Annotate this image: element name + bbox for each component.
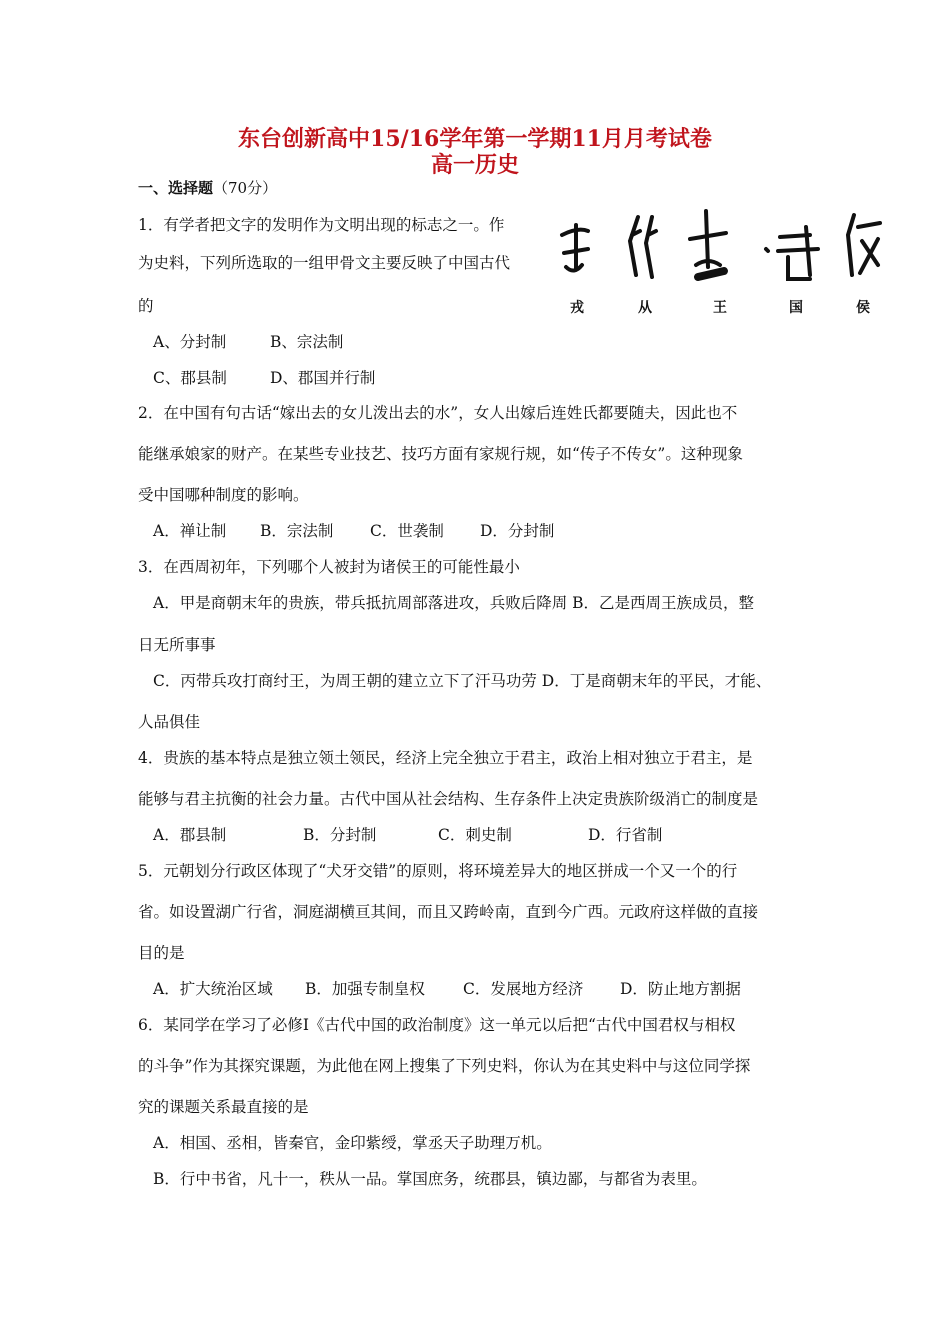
q3-line-1: 3．在西周初年，下列哪个人被封为诸侯王的可能性最小 bbox=[138, 558, 520, 576]
q2-option-d: D．分封制 bbox=[480, 522, 555, 540]
section-points: （70分） bbox=[213, 179, 278, 197]
oracle-bone-figure bbox=[548, 205, 888, 325]
q2-line-3: 受中国哪种制度的影响。 bbox=[138, 486, 309, 504]
subject-title: 高一历史 bbox=[430, 152, 519, 178]
section-heading bbox=[138, 178, 277, 198]
oracle-glyph-rong bbox=[562, 225, 588, 271]
q2-option-a: A．禅让制 bbox=[153, 522, 227, 540]
q1-line-3: 的 bbox=[138, 297, 154, 315]
oracle-caption-2: 从 bbox=[638, 300, 652, 316]
oracle-glyph-wang bbox=[690, 211, 726, 277]
q5-option-d: D．防止地方割据 bbox=[620, 980, 741, 998]
q6-line-1: 6．某同学在学习了必修Ⅰ《古代中国的政治制度》这一单元以后把“古代中国君权与相权 bbox=[138, 1016, 736, 1034]
q6-line-2: 的斗争”作为其探究课题，为此他在网上搜集了下列史料，你认为在其史料中与这位同学探 bbox=[138, 1057, 751, 1075]
oracle-bone-glyphs bbox=[548, 205, 888, 295]
q2-line-1: 2．在中国有句古话“嫁出去的女儿泼出去的水”，女人出嫁后连姓氏都要随夫，因此也不 bbox=[138, 404, 738, 422]
q4-option-a: A．郡县制 bbox=[153, 826, 227, 844]
q1-option-c: C、郡县制 bbox=[153, 369, 227, 387]
q1-line-2: 为史料，下列所选取的一组甲骨文主要反映了中国古代 bbox=[138, 254, 511, 272]
q4-option-d: D．行省制 bbox=[588, 826, 663, 844]
oracle-caption-4: 国 bbox=[789, 300, 803, 316]
q5-option-c: C．发展地方经济 bbox=[463, 980, 584, 998]
q1-option-b: B、宗法制 bbox=[270, 333, 344, 351]
q5-line-1: 5．元朝划分行政区体现了“犬牙交错”的原则，将环境差异大的地区拼成一个又一个的行 bbox=[138, 862, 738, 880]
q5-line-3: 目的是 bbox=[138, 944, 185, 962]
q2-option-c: C．世袭制 bbox=[370, 522, 444, 540]
q4-option-b: B．分封制 bbox=[303, 826, 377, 844]
q1-line-1: 1．有学者把文字的发明作为文明出现的标志之一。作 bbox=[138, 216, 505, 234]
exam-title: 东台创新高中15/16学年第一学期11月月考试卷 bbox=[238, 126, 712, 152]
q1-option-a: A、分封制 bbox=[153, 333, 227, 351]
q3-options-line-2: 日无所事事 bbox=[138, 636, 216, 654]
q1-option-d: D、郡国并行制 bbox=[270, 369, 376, 387]
q5-option-a: A．扩大统治区域 bbox=[153, 980, 273, 998]
q3-options-line-4: 人品俱佳 bbox=[138, 713, 201, 731]
q6-line-3: 究的课题关系最直接的是 bbox=[138, 1098, 309, 1116]
oracle-caption-5: 侯 bbox=[856, 300, 870, 316]
q3-options-line-3: C．丙带兵攻打商纣王，为周王朝的建立立下了汗马功劳 D．丁是商朝末年的平民，才能、 bbox=[153, 672, 772, 690]
q4-line-2: 能够与君主抗衡的社会力量。古代中国从社会结构、生存条件上决定贵族阶级消亡的制度是 bbox=[138, 790, 759, 808]
q6-option-a: A．相国、丞相，皆秦官，金印紫绶，掌丞天子助理万机。 bbox=[153, 1134, 552, 1152]
q6-option-b: B．行中书省，凡十一，秩从一品。掌国庶务，统郡县，镇边鄙，与都省为表里。 bbox=[153, 1170, 707, 1188]
q4-line-1: 4．贵族的基本特点是独立领土领民，经济上完全独立于君主，政治上相对独立于君主，是 bbox=[138, 749, 753, 767]
oracle-glyph-hou bbox=[848, 215, 880, 275]
q5-option-b: B．加强专制皇权 bbox=[305, 980, 425, 998]
q2-line-2: 能继承娘家的财产。在某些专业技艺、技巧方面有家规行规，如“传子不传女”。这种现象 bbox=[138, 445, 743, 463]
oracle-glyph-cong bbox=[630, 217, 656, 277]
q5-line-2: 省。如设置湖广行省，洞庭湖横亘其间，而且又跨岭南，直到今广西。元政府这样做的直接 bbox=[138, 903, 759, 921]
oracle-caption-1: 戎 bbox=[570, 300, 584, 316]
q3-options-line-1: A．甲是商朝末年的贵族，带兵抵抗周部落进攻，兵败后降周 B．乙是西周王族成员，整 bbox=[153, 594, 755, 612]
section-title: 一、选择题 bbox=[138, 179, 214, 197]
oracle-glyph-guo bbox=[766, 227, 818, 279]
oracle-caption-3: 王 bbox=[713, 300, 727, 316]
q4-option-c: C．刺史制 bbox=[438, 826, 512, 844]
q2-option-b: B．宗法制 bbox=[260, 522, 334, 540]
